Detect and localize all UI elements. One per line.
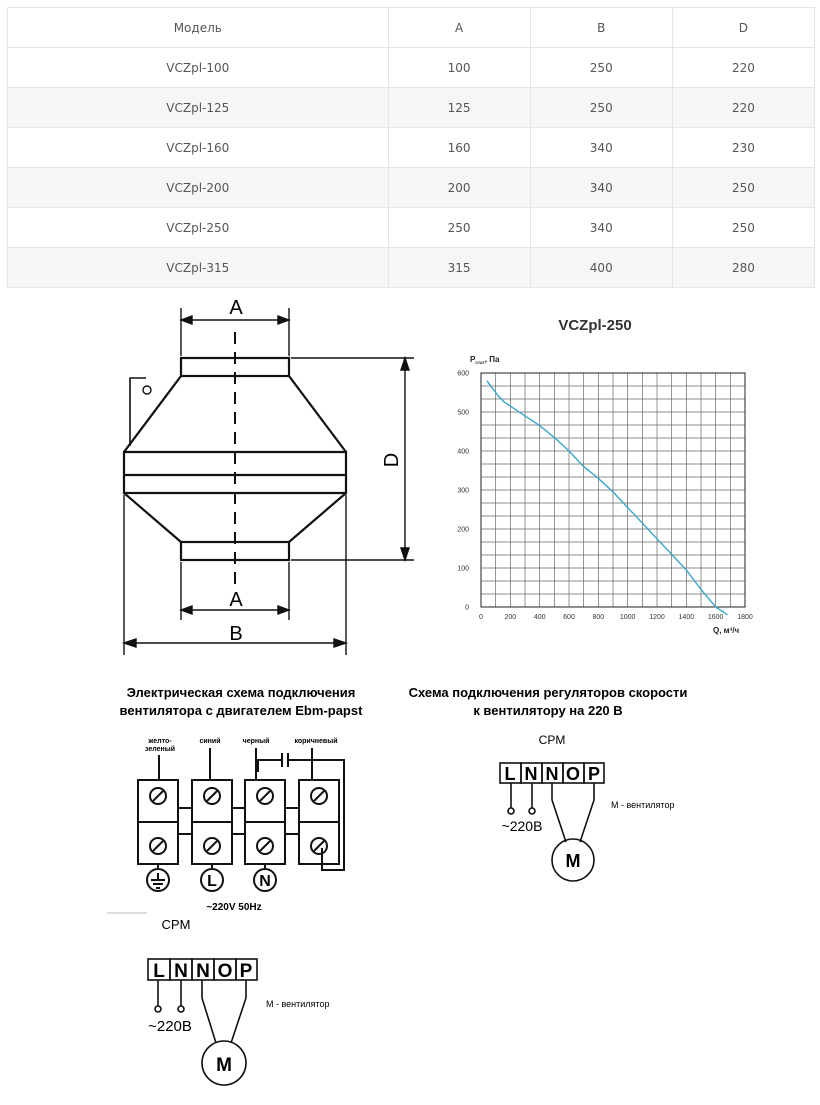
column-header-b: B [530,8,672,48]
regulator-bottom-device-label: CPM [161,917,191,932]
symbol-n: N [259,873,271,890]
chart-x-tick-label: 1200 [649,614,665,621]
wiring-title-line2: вентилятора с двигателем Ebm-papst [119,703,363,718]
cell-a: 315 [388,248,530,288]
regulator-bottom-terminal-l: L [153,961,165,982]
regulator-voltage: ~220В [501,818,543,834]
supply-label: ~220V 50Hz [206,902,262,913]
chart-y-tick-label: 200 [457,526,469,534]
chart-x-tick-label: 800 [592,614,605,621]
cell-b: 250 [530,48,672,88]
cell-d: 230 [672,128,814,168]
regulator-terminal-n1: N [524,764,538,784]
regulator-bottom-terminal-n2: N [196,961,210,982]
wire-label-yellow-green-2: зеленый [144,746,176,753]
chart-xlabel: Q, м³/ч [713,626,740,635]
chart-y-tick-label: 400 [457,448,469,456]
column-header-a: A [388,8,530,48]
chart-x-tick-label: 1600 [707,614,724,621]
regulator-terminal-p: P [587,764,601,784]
regulator-title-line1: Схема подключения регуляторов скорости [408,685,688,700]
cell-model: VCZpl-315 [8,248,389,288]
cell-model: VCZpl-125 [8,88,389,128]
regulator-motor-label: M - вентилятор [611,800,675,810]
cell-b: 340 [530,168,672,208]
chart-y-tick-label: 500 [457,409,469,417]
dimension-label-a-top: A [229,297,243,319]
chart-y-tick-label: 300 [457,487,469,495]
dimension-label-d: D [381,452,403,468]
chart-ylabel-sub: стат [475,360,485,365]
chart-x-tick-label: 0 [479,614,483,621]
wire-label-brown: коричневый [294,738,338,745]
column-header-model: Модель [8,8,389,48]
regulator-bottom-voltage: ~220В [148,1018,192,1035]
cell-b: 340 [530,128,672,168]
cell-model: VCZpl-250 [8,208,389,248]
dimension-label-a-bottom: A [229,589,243,611]
chart-ylabel-main: Р [470,355,476,364]
regulator-bottom-motor-label: M - вентилятор [266,999,330,1009]
cell-a: 160 [388,128,530,168]
cell-d: 280 [672,248,814,288]
chart-y-tick-label: 0 [465,604,469,612]
symbol-l: L [207,873,217,890]
column-header-d: D [672,8,814,48]
wire-label-yellow-green-1: желто- [148,738,172,745]
chart-x-tick-label: 1000 [619,614,636,621]
cell-d: 220 [672,88,814,128]
cell-model: VCZpl-100 [8,48,389,88]
chart-y-tick-label: 600 [457,370,469,378]
cell-d: 250 [672,168,814,208]
cell-b: 400 [530,248,672,288]
regulator-terminal-n2: N [545,764,559,784]
chart-x-tick-label: 1800 [737,614,753,621]
regulator-motor-symbol: M [565,851,581,871]
chart-title: VCZpl-250 [558,317,632,334]
regulator-terminal-l: L [504,764,516,784]
cell-d: 220 [672,48,814,88]
cell-model: VCZpl-160 [8,128,389,168]
regulator-bottom-terminal-o: O [217,961,233,982]
cell-model: VCZpl-200 [8,168,389,208]
wire-label-black: черный [242,738,270,745]
regulator-bottom-terminal-n1: N [174,961,188,982]
wiring-title-line1: Электрическая схема подключения [126,685,356,700]
regulator-bottom-motor-symbol: M [216,1055,232,1076]
regulator-bottom-terminal-p: P [239,961,253,982]
wire-label-blue: синий [199,738,221,745]
cell-b: 250 [530,88,672,128]
regulator-device-label: CPM [538,733,566,747]
chart-x-tick-label: 200 [504,614,517,621]
cell-a: 250 [388,208,530,248]
regulator-title-line2: к вентилятору на 220 В [473,703,623,718]
dimension-label-b: B [229,623,243,645]
cell-a: 200 [388,168,530,208]
cell-a: 125 [388,88,530,128]
chart-x-tick-label: 400 [533,614,546,621]
cell-b: 340 [530,208,672,248]
cell-d: 250 [672,208,814,248]
chart-ylabel-unit: , Па [484,355,500,364]
chart-x-tick-label: 1400 [678,614,695,621]
regulator-terminal-o: O [565,764,581,784]
cell-a: 100 [388,48,530,88]
chart-y-tick-label: 100 [457,565,469,573]
chart-x-tick-label: 600 [563,614,575,621]
